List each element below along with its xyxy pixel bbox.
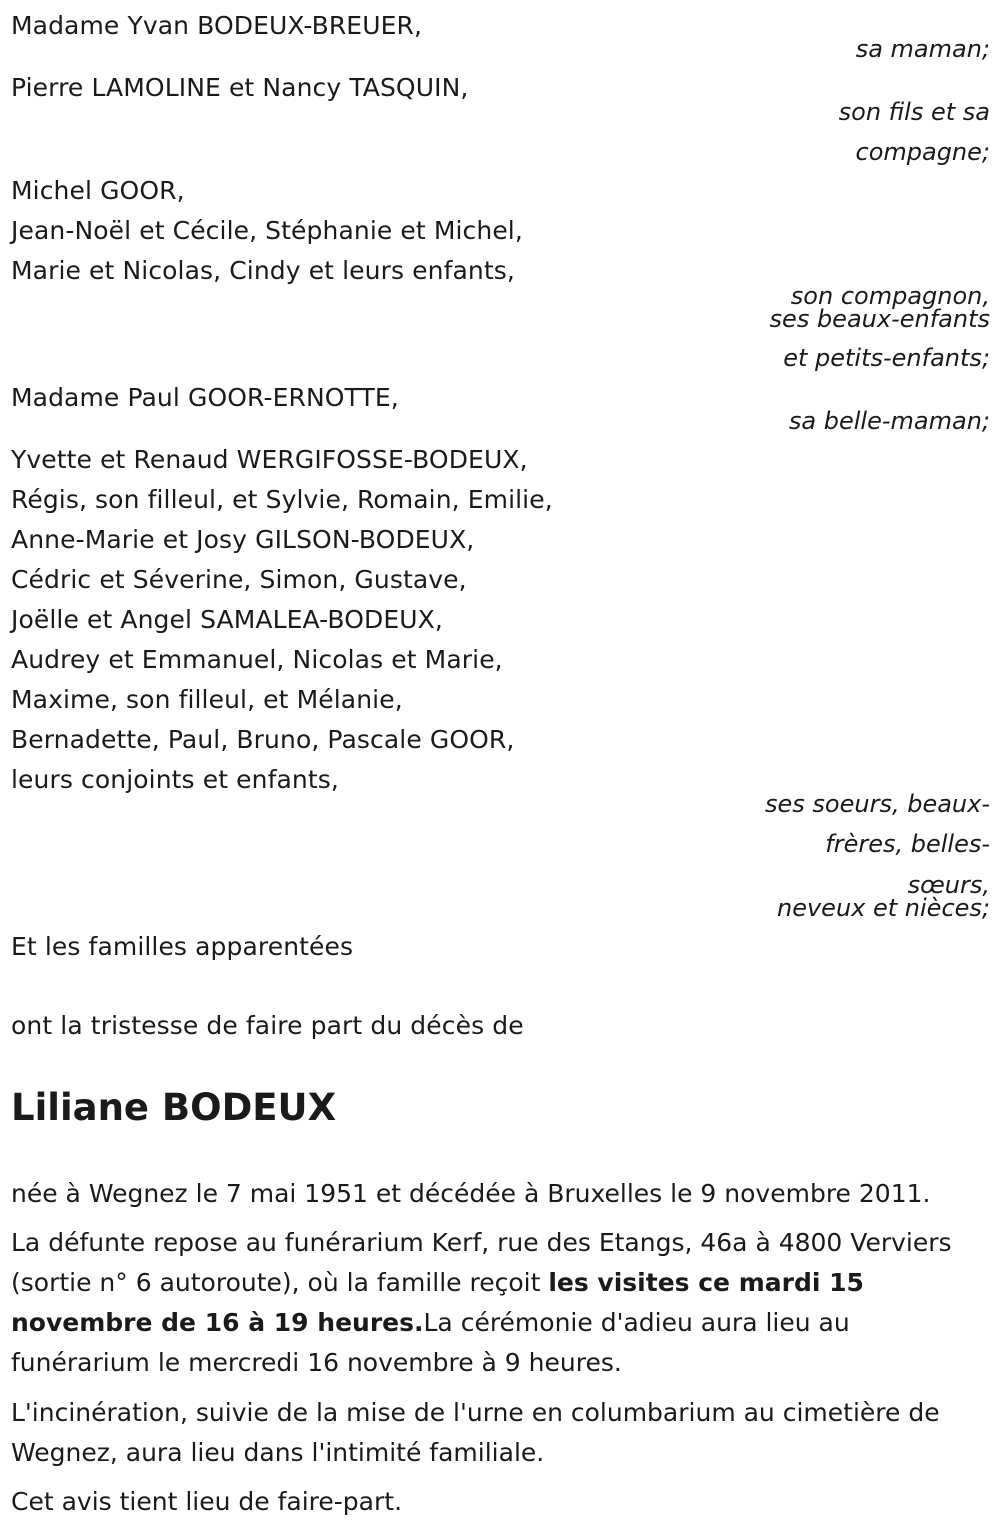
mother-in-law-relation: sa belle-maman;: [788, 407, 990, 435]
partner-line: Jean-Noël et Cécile, Stéphanie et Michel,: [11, 216, 523, 245]
son-relation-line-1: son fils et sa: [838, 98, 990, 126]
announcement-text: ont la tristesse de faire part du décès de: [11, 1011, 524, 1040]
rest-paragraph: [11, 1223, 986, 1383]
deceased-name: Liliane BODEUX: [11, 1086, 337, 1129]
sibling-line: Audrey et Emmanuel, Nicolas et Marie,: [11, 645, 503, 674]
cremation-paragraph: L'incinération, suivie de la mise de l'urne en columbarium au cimetière de Wegnez, aura lieu dans l'intimité familiale.: [11, 1398, 940, 1467]
mother-name: Madame Yvan BODEUX-BREUER,: [11, 11, 423, 40]
sibling-line: Régis, son filleul, et Sylvie, Romain, Emilie,: [11, 485, 553, 514]
siblings-relation-line-3: sœurs,: [907, 871, 990, 899]
related-families: Et les familles apparentées: [11, 932, 354, 961]
birth-death-paragraph: née à Wegnez le 7 mai 1951 et décédée à Bruxelles le 9 novembre 2011.: [11, 1179, 931, 1208]
sibling-line: Anne-Marie et Josy GILSON-BODEUX,: [11, 525, 475, 554]
rest-intro: La défunte repose au funérarium Kerf, rue des Etangs, 46a à 4800 Verviers (sortie n° 6 autoroute), où la famille reçoit: [11, 1228, 952, 1297]
sibling-line: Yvette et Renaud WERGIFOSSE-BODEUX,: [11, 445, 528, 474]
notice-paragraph: Cet avis tient lieu de faire-part.: [11, 1487, 403, 1516]
partner-relation-line-2: ses beaux-enfants: [769, 305, 990, 333]
son-name: Pierre LAMOLINE et Nancy TASQUIN,: [11, 73, 469, 102]
sibling-line: Bernadette, Paul, Bruno, Pascale GOOR,: [11, 725, 515, 754]
sibling-line: Joëlle et Angel SAMALEA-BODEUX,: [11, 605, 443, 634]
partner-relation-line-1: son compagnon,: [790, 282, 990, 310]
mother-relation: sa maman;: [855, 35, 990, 63]
mother-in-law-name: Madame Paul GOOR-ERNOTTE,: [11, 383, 399, 412]
siblings-relation-line-2: frères, belles-: [825, 830, 990, 858]
sibling-line: leurs conjoints et enfants,: [11, 765, 339, 794]
visits-info: les visites ce mardi 15 novembre de 16 à 19 heures.: [11, 1268, 864, 1337]
siblings-relation-line-4: neveux et nièces;: [777, 894, 990, 922]
sibling-line: Maxime, son filleul, et Mélanie,: [11, 685, 403, 714]
partner-line: Marie et Nicolas, Cindy et leurs enfants,: [11, 256, 515, 285]
siblings-relation-line-1: ses soeurs, beaux-: [765, 790, 990, 818]
ceremony-info: La cérémonie d'adieu aura lieu au funérarium le mercredi 16 novembre à 9 heures.: [11, 1308, 850, 1377]
son-relation-line-2: compagne;: [855, 138, 990, 166]
sibling-line: Cédric et Séverine, Simon, Gustave,: [11, 565, 467, 594]
partner-relation-line-3: et petits-enfants;: [783, 344, 990, 372]
partner-line: Michel GOOR,: [11, 176, 185, 205]
